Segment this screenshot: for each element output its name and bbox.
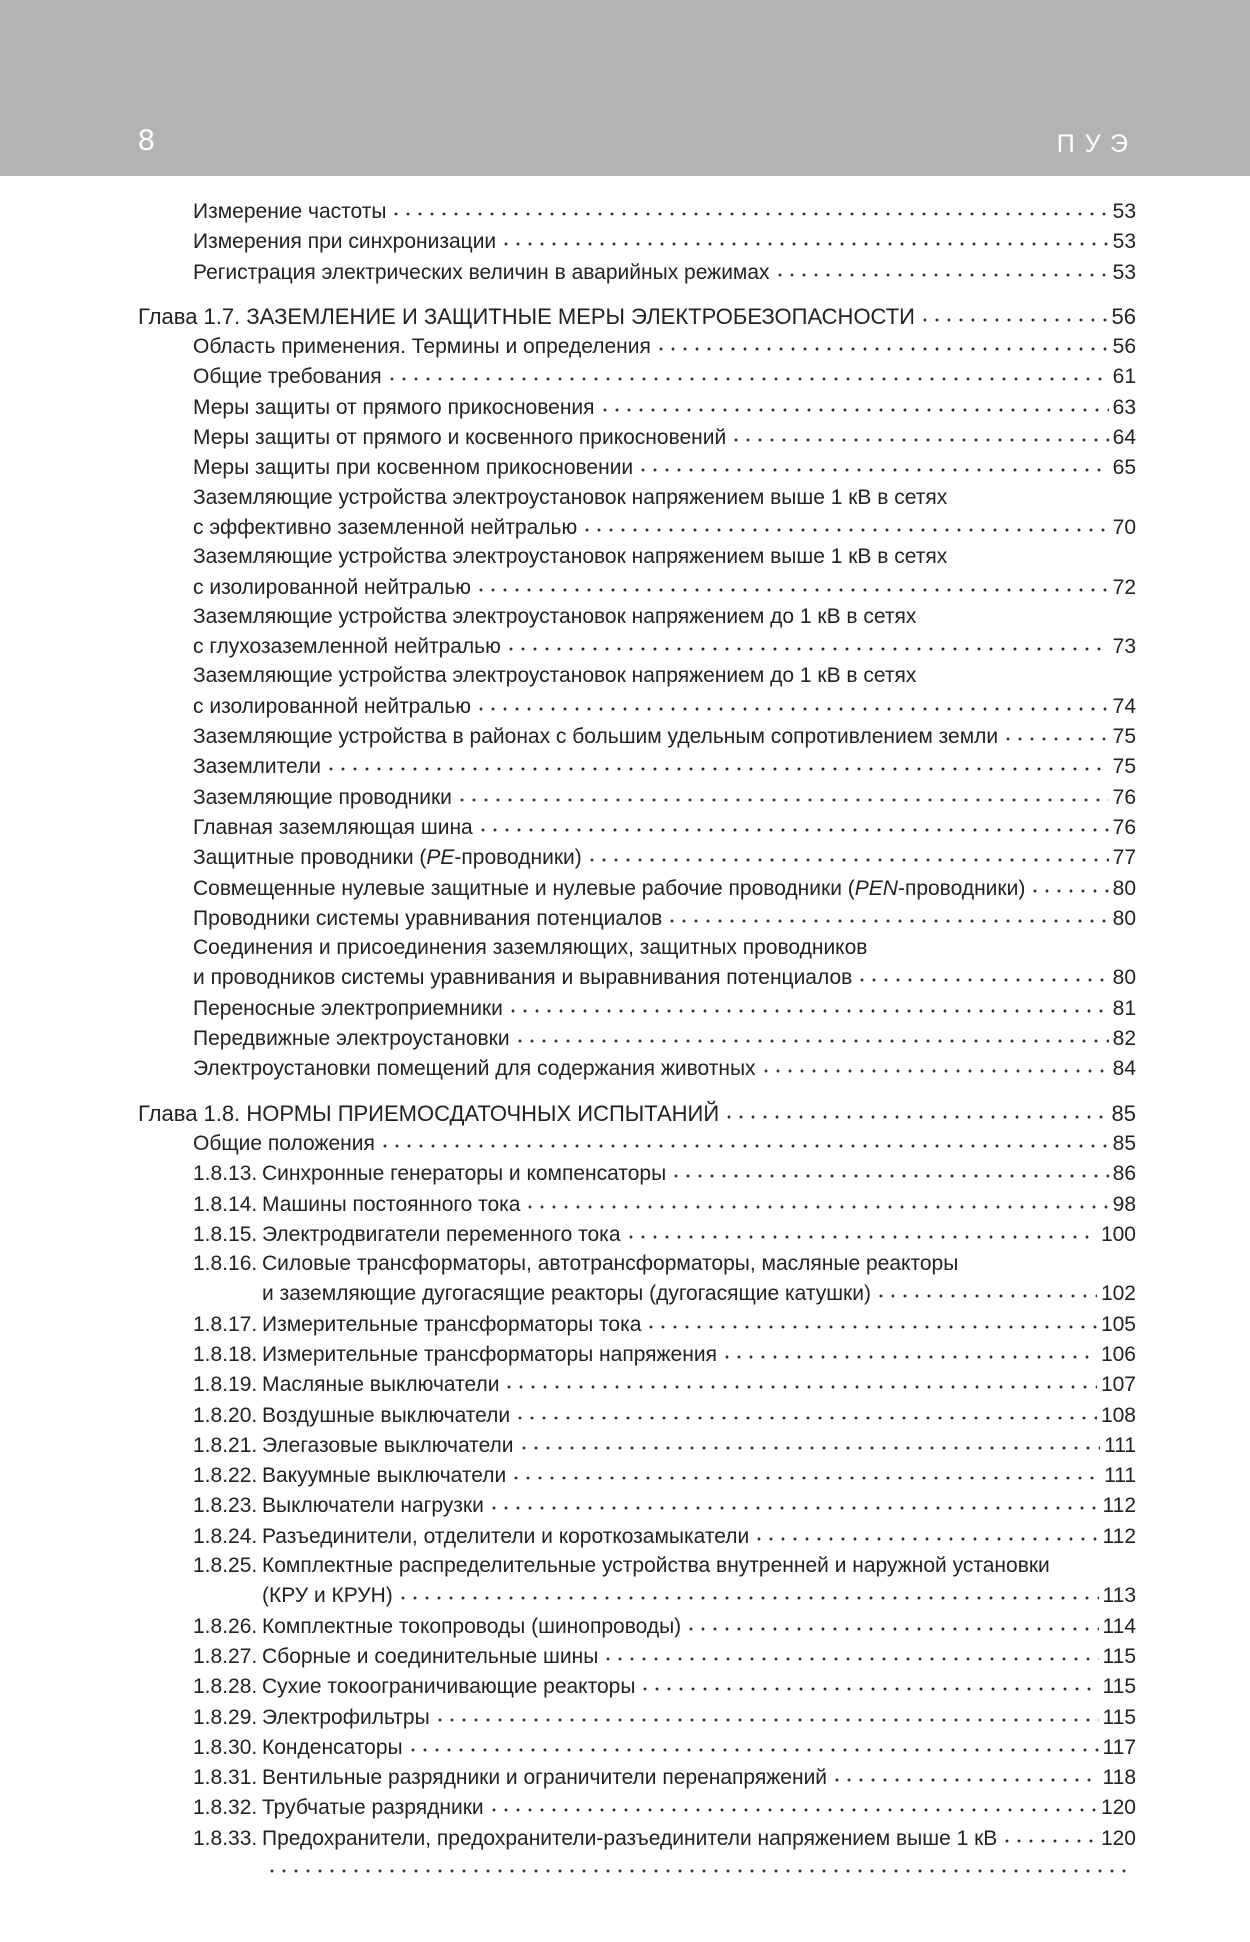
toc-page-number: 56 (1111, 303, 1136, 329)
dot-leader (1002, 719, 1108, 741)
table-of-contents (138, 196, 1136, 1875)
toc-page-number: 115 (1102, 1675, 1136, 1699)
toc-entry-title: Силовые трансформаторы, автотрансформаторы, масляные реакторы (262, 1252, 959, 1276)
dot-leader (475, 689, 1109, 711)
title-part: Совмещенные нулевые защитные и нулевые рабочие проводники ( (193, 876, 855, 900)
section-number: 1.8.26. (193, 1614, 258, 1638)
toc-entry[interactable] (138, 361, 1136, 391)
dot-leader (875, 1276, 1097, 1298)
toc-entry-title: Разъединители, отделители и короткозамыкатели (262, 1524, 750, 1548)
page-header (0, 0, 1250, 176)
toc-entry-title: Вентильные разрядники и ограничители перенапряжений (262, 1766, 828, 1790)
dot-leader (639, 1669, 1098, 1691)
toc-page-number: 63 (1112, 395, 1136, 419)
toc-entry-title-cont: с глухозаземленной нейтралью (193, 635, 501, 659)
section-number: 1.8.28. (193, 1675, 258, 1699)
toc-entry-title: Меры защиты от прямого и косвенного прикосновений (193, 426, 727, 450)
toc-entry[interactable] (138, 1702, 1136, 1732)
section-number: 1.8.15. (193, 1222, 258, 1246)
toc-entry-title: Проводники системы уравнивания потенциалов (193, 906, 663, 930)
toc-page-number: 72 (1112, 575, 1136, 599)
dot-leader (325, 749, 1109, 771)
toc-entry[interactable] (138, 1641, 1136, 1671)
section-number: 1.8.29. (193, 1705, 258, 1729)
dot-leader (510, 1458, 1100, 1480)
toc-entry-title: Элегазовые выключатели (262, 1433, 514, 1457)
toc-entry[interactable] (138, 1823, 1136, 1853)
section-number: 1.8.27. (193, 1644, 258, 1668)
toc-entry-title-cont: и проводников системы уравнивания и выравнивания потенциалов (193, 966, 853, 990)
toc-entry[interactable] (138, 1219, 1136, 1249)
toc-page-number: 85 (1111, 1100, 1136, 1126)
toc-page-number: 61 (1112, 365, 1136, 389)
toc-entry[interactable] (138, 812, 1136, 842)
chapter-title: НОРМЫ ПРИЕМОСДАТОЧНЫХ ИСПЫТАНИЙ (246, 1100, 720, 1126)
toc-entry-title: Меры защиты от прямого прикосновения (193, 395, 595, 419)
dot-leader (753, 1519, 1098, 1541)
dot-leader (488, 1488, 1099, 1510)
toc-page-number: 53 (1112, 230, 1136, 254)
dot-leader (456, 780, 1109, 802)
section-number: 1.8.33. (193, 1826, 258, 1850)
toc-page-number: 75 (1112, 755, 1136, 779)
toc-entry-title: Заземлители (193, 755, 321, 779)
toc-entry[interactable] (138, 842, 1136, 872)
running-title: ПУЭ (1056, 130, 1138, 158)
toc-entry[interactable] (138, 331, 1136, 361)
toc-page-number: 85 (1112, 1131, 1136, 1155)
toc-entry-title: Электрофильтры (262, 1705, 430, 1729)
dot-leader (524, 1187, 1108, 1209)
section-number: 1.8.25. (193, 1554, 258, 1578)
dot-leader (477, 810, 1109, 832)
toc-page-number: 75 (1112, 725, 1136, 749)
chapter-title: ЗАЗЕМЛЕНИЕ И ЗАЩИТНЫЕ МЕРЫ ЭЛЕКТРОБЕЗОПАСНОСТИ (246, 303, 915, 329)
toc-entry-title: Заземляющие устройства электроустановок напряжением до 1 кВ в сетях (193, 604, 917, 628)
toc-entry-title: Измерительные трансформаторы тока (262, 1312, 642, 1336)
title-part: -проводники) (897, 876, 1026, 900)
dot-leader (514, 1021, 1109, 1043)
toc-entry[interactable] (138, 1023, 1136, 1053)
toc-entry[interactable] (138, 1853, 1136, 1875)
toc-entry[interactable] (138, 1460, 1136, 1490)
toc-page-number: 107 (1100, 1373, 1136, 1397)
toc-page-number: 120 (1100, 1796, 1136, 1820)
toc-entry[interactable] (138, 196, 1136, 226)
toc-entry-title: Заземляющие проводники (193, 785, 452, 809)
toc-entry-title: Комплектные распределительные устройства внутренней и наружной установки (262, 1554, 1050, 1578)
toc-page-number: 106 (1100, 1342, 1136, 1366)
toc-page-number: 84 (1112, 1057, 1136, 1081)
toc-entry[interactable] (138, 903, 1136, 933)
section-number: 1.8.20. (193, 1403, 258, 1427)
toc-entry[interactable] (138, 1128, 1136, 1158)
toc-entry-title: Электроустановки помещений для содержания животных (193, 1057, 756, 1081)
toc-entry-title: Общие требования (193, 365, 382, 389)
toc-page-number: 113 (1102, 1584, 1136, 1608)
title-italic: PEN (854, 876, 898, 900)
toc-page-number: 53 (1112, 200, 1136, 223)
toc-entry-line2[interactable] (138, 691, 1136, 721)
section-number: 1.8.21. (193, 1433, 258, 1457)
toc-entry-title: Выключатели нагрузки (262, 1494, 484, 1518)
toc-entry-title: Сухие токоограничивающие реакторы (262, 1675, 636, 1699)
dot-leader (599, 390, 1109, 412)
dot-leader (645, 1307, 1097, 1329)
title-italic: PE (426, 846, 455, 870)
toc-entry[interactable] (138, 1400, 1136, 1430)
toc-page-number: 117 (1102, 1735, 1136, 1759)
section-number: 1.8.31. (193, 1766, 258, 1790)
toc-entry-title: Главная заземляющая шина (193, 815, 473, 839)
toc-entry-line1[interactable] (138, 602, 1136, 631)
toc-entry-line2[interactable] (138, 1580, 1136, 1610)
toc-entry-title: Заземляющие устройства электроустановок напряжением до 1 кВ в сетях (193, 664, 917, 688)
dot-leader (390, 194, 1108, 216)
toc-entry-line2[interactable] (138, 962, 1136, 992)
toc-entry-title (193, 874, 1025, 903)
toc-entry-title: Измерение частоты (193, 200, 387, 223)
toc-entry-title: Синхронные генераторы и компенсаторы (262, 1162, 667, 1186)
toc-page-number: 111 (1104, 1464, 1136, 1488)
title-part: Защитные проводники ( (193, 846, 427, 870)
toc-entry[interactable] (138, 1611, 1136, 1641)
chapter-heading (138, 302, 915, 331)
toc-entry-title: Заземляющие устройства электроустановок напряжением выше 1 кВ в сетях (193, 485, 948, 509)
toc-page-number: 53 (1112, 260, 1136, 284)
toc-page-number: 80 (1112, 876, 1136, 900)
toc-entry-title: Передвижные электроустановки (193, 1027, 510, 1051)
dot-leader (625, 1217, 1097, 1239)
toc-entry[interactable] (138, 993, 1136, 1023)
toc-page-number: 102 (1100, 1282, 1136, 1306)
toc-entry[interactable] (138, 422, 1136, 452)
toc-page-number: 118 (1102, 1766, 1136, 1790)
dot-leader (386, 359, 1109, 381)
toc-page-number: 73 (1112, 635, 1136, 659)
toc-page-number: 70 (1112, 515, 1136, 539)
toc-entry[interactable] (138, 1762, 1136, 1792)
toc-page-number: 80 (1112, 966, 1136, 990)
toc-entry-title: Область применения. Термины и определения (193, 335, 651, 359)
chapter-prefix: Глава 1.8. (138, 1100, 247, 1126)
dot-leader (586, 840, 1109, 862)
toc-entry[interactable] (138, 1339, 1136, 1369)
toc-page-number: 111 (1104, 1433, 1136, 1457)
dot-leader (919, 300, 1108, 322)
dot-leader (500, 224, 1108, 246)
toc-page-number: 115 (1102, 1705, 1136, 1729)
title-part: -проводники) (454, 846, 582, 870)
toc-page-number: 115 (1102, 1644, 1136, 1668)
toc-entry-title: Сборные и соединительные шины (262, 1644, 599, 1668)
section-number: 1.8.32. (193, 1796, 258, 1820)
section-number: 1.8.18. (193, 1342, 258, 1366)
toc-entry[interactable] (138, 1369, 1136, 1399)
toc-entry[interactable] (138, 751, 1136, 781)
toc-entry-line1[interactable] (138, 542, 1136, 571)
toc-entry-title-cont: с эффективно заземленной нейтралью (193, 515, 578, 539)
toc-entry-title-cont: (КРУ и КРУН) (262, 1584, 393, 1608)
toc-entry-title-cont: и заземляющие дугогасящие реакторы (дугогасящие катушки) (262, 1282, 871, 1306)
toc-entry-title: Переносные электроприемники (193, 996, 503, 1020)
toc-page-number: 108 (1100, 1403, 1136, 1427)
toc-entry[interactable] (138, 721, 1136, 751)
toc-entry[interactable] (138, 782, 1136, 812)
section-number: 1.8.14. (193, 1192, 258, 1216)
toc-entry-line2[interactable] (138, 572, 1136, 602)
toc-chapter[interactable] (138, 1099, 1136, 1128)
chapter-heading (138, 1099, 719, 1128)
toc-entry-title (193, 843, 582, 872)
toc-entry[interactable] (138, 226, 1136, 256)
toc-entry-line1[interactable] (138, 1249, 1136, 1278)
toc-page-number: 120 (1100, 1826, 1136, 1850)
page-number: 8 (138, 124, 155, 157)
toc-page-number: 105 (1100, 1312, 1136, 1336)
toc-entry[interactable] (138, 392, 1136, 422)
toc-chapter[interactable] (138, 302, 1136, 331)
toc-entry-title: Регистрация электрических величин в аварийных режимах (193, 260, 770, 284)
dot-leader (602, 1639, 1098, 1661)
dot-leader (655, 329, 1109, 351)
dot-leader (856, 960, 1108, 982)
toc-page-number: 82 (1112, 1027, 1136, 1051)
toc-entry[interactable] (138, 257, 1136, 287)
toc-page-number: 65 (1112, 456, 1136, 480)
chapter-prefix: Глава 1.7. (138, 303, 247, 329)
section-number: 1.8.13. (193, 1162, 258, 1186)
toc-entry-line2[interactable] (138, 1278, 1136, 1308)
section-number: 1.8.23. (193, 1494, 258, 1518)
dot-leader (434, 1700, 1099, 1722)
toc-page-number: 100 (1100, 1222, 1136, 1246)
section-number: 1.8.16. (193, 1252, 258, 1276)
toc-entry[interactable] (138, 1732, 1136, 1762)
dot-leader (488, 1790, 1097, 1812)
dot-leader (760, 1051, 1109, 1073)
toc-page-number: 64 (1112, 426, 1136, 450)
dot-leader (503, 1367, 1096, 1389)
toc-page-number: 86 (1112, 1162, 1136, 1186)
toc-entry[interactable] (138, 1430, 1136, 1460)
toc-entry-line2[interactable] (138, 512, 1136, 542)
toc-entry-title: Общие положения (193, 1131, 375, 1155)
dot-leader (507, 991, 1109, 1013)
toc-entry[interactable] (138, 1792, 1136, 1822)
toc-entry-title: Измерения при синхронизации (193, 230, 497, 254)
section-number: 1.8.30. (193, 1735, 258, 1759)
toc-entry[interactable] (138, 873, 1136, 903)
toc-entry[interactable] (138, 1158, 1136, 1188)
dot-leader (397, 1578, 1099, 1600)
toc-entry-line1[interactable] (138, 933, 1136, 962)
dot-leader (685, 1609, 1098, 1631)
toc-entry[interactable] (138, 1490, 1136, 1520)
toc-entry[interactable] (138, 1053, 1136, 1083)
section-number: 1.8.17. (193, 1312, 258, 1336)
dot-leader (723, 1097, 1107, 1119)
toc-entry-title-cont: с изолированной нейтралью (193, 575, 471, 599)
toc-entry[interactable] (138, 452, 1136, 482)
toc-entry-line1[interactable] (138, 1551, 1136, 1580)
toc-page-number: 77 (1112, 846, 1136, 870)
toc-entry-title: Воздушные выключатели (262, 1403, 511, 1427)
dot-leader (475, 570, 1109, 592)
dot-leader (266, 1851, 1132, 1873)
toc-entry-title: Заземляющие устройства электроустановок напряжением выше 1 кВ в сетях (193, 545, 948, 569)
toc-entry-title: Предохранители, предохранители-разъединители напряжением выше 1 кВ (262, 1826, 998, 1850)
toc-entry-line1[interactable] (138, 661, 1136, 690)
toc-page-number: 112 (1102, 1524, 1136, 1548)
toc-entry-title: Вакуумные выключатели (262, 1464, 507, 1488)
dot-leader (581, 510, 1108, 532)
toc-page-number: 76 (1112, 815, 1136, 839)
section-number: 1.8.22. (193, 1464, 258, 1488)
dot-leader (637, 450, 1108, 472)
section-number: 1.8.24. (193, 1524, 258, 1548)
dot-leader (1029, 871, 1108, 893)
toc-entry-title: Машины постоянного тока (262, 1192, 521, 1216)
toc-entry-title-cont: с изолированной нейтралью (193, 694, 471, 718)
toc-page-number: 74 (1112, 694, 1136, 718)
toc-entry-title: Заземляющие устройства в районах с большим удельным сопротивлением земли (193, 725, 999, 749)
dot-leader (774, 255, 1109, 277)
toc-page-number: 112 (1102, 1494, 1136, 1518)
toc-entry-title: Комплектные токопроводы (шинопроводы) (262, 1614, 682, 1638)
section-number: 1.8.19. (193, 1373, 258, 1397)
dot-leader (379, 1126, 1109, 1148)
toc-entry-title: Трубчатые разрядники (262, 1796, 484, 1820)
dot-leader (831, 1760, 1098, 1782)
toc-entry-line2[interactable] (138, 631, 1136, 661)
dot-leader (666, 901, 1108, 923)
toc-page-number: 76 (1112, 785, 1136, 809)
dot-leader (670, 1156, 1108, 1178)
dot-leader (407, 1730, 1099, 1752)
toc-entry-line1[interactable] (138, 483, 1136, 512)
dot-leader (721, 1337, 1097, 1359)
dot-leader (518, 1428, 1101, 1450)
toc-entry-title: Измерительные трансформаторы напряжения (262, 1342, 717, 1366)
toc-page-number: 98 (1112, 1192, 1136, 1216)
toc-entry-title: Меры защиты при косвенном прикосновении (193, 456, 634, 480)
toc-entry-title: Электродвигатели переменного тока (262, 1222, 621, 1246)
toc-entry-title: Конденсаторы (262, 1735, 403, 1759)
toc-entry-title: Соединения и присоединения заземляющих, защитных проводников (193, 936, 868, 960)
dot-leader (514, 1398, 1097, 1420)
dot-leader (730, 420, 1108, 442)
dot-leader (1001, 1821, 1097, 1843)
dot-leader (505, 629, 1109, 651)
toc-entry[interactable] (138, 1309, 1136, 1339)
toc-page-number: 81 (1112, 996, 1136, 1020)
toc-page-number: 114 (1102, 1614, 1136, 1638)
toc-page-number: 80 (1112, 906, 1136, 930)
toc-entry[interactable] (138, 1671, 1136, 1701)
toc-entry[interactable] (138, 1189, 1136, 1219)
toc-entry[interactable] (138, 1521, 1136, 1551)
toc-entry-title: Масляные выключатели (262, 1373, 500, 1397)
toc-page-number: 56 (1112, 335, 1136, 359)
